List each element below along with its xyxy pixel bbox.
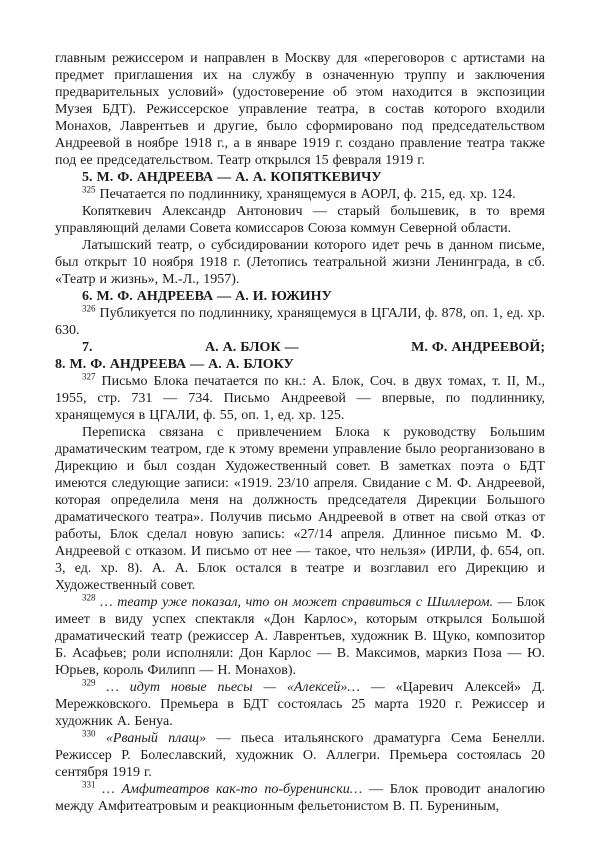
text-segment: — Блок проводит аналогию между Амфитеатровым и реакционным фельетонистом В. П. Бурениным, <box>55 782 546 814</box>
footnote-paragraph <box>55 186 545 203</box>
footnote-number: 327 <box>82 371 96 382</box>
text-segment: Копяткевич Александр Антонович — старый большевик, в то время управляющий делами Совета комиссаров Союза коммун Северной области. <box>55 204 545 236</box>
body-paragraph <box>55 50 545 169</box>
footnote-paragraph <box>55 373 545 424</box>
text-segment: … идут новые пьесы — «Алексей»… <box>106 680 360 695</box>
page-content <box>55 50 545 815</box>
footnote-number: 331 <box>82 779 96 790</box>
section-heading <box>55 288 545 305</box>
body-paragraph <box>55 237 545 288</box>
text-segment: Письмо Блока печатается по кн.: А. Блок, Соч. в двух томах, т. II, М., 1955, стр. 731 — 734. Письмо Андреевой — впервые, по подлиннику, хранящемуся в ЦГАЛИ, ф. 55, оп. 1, ед. хр. 125. <box>55 374 545 423</box>
section-heading <box>55 339 545 356</box>
text-segment: Печатается по подлиннику, хранящемуся в АОРЛ, ф. 215, ед. хр. 124. <box>99 187 516 202</box>
footnote-paragraph <box>55 679 545 730</box>
text-segment: Публикуется по подлиннику, хранящемуся в ЦГАЛИ, ф. 878, оп. 1, ед. хр. 630. <box>55 306 545 338</box>
text-segment: Переписка связана с привлечением Блока к руководству Большим драматическим театром, где к этому времени управление было реорганизовано в Дирекцию и был создан Художественный совет. В заметках поэта о БДТ имеются следующие записи: «1919. 23/10 апреля. Свидание с М. Ф. Андреевой, которая определила меня на должность председателя Дирекции Большого драматического театра». Получив письмо Андреевой в ответ на свой отказ от работы, Блок сделал новую запись: «27/14 апреля. Длинное письмо М. Ф. Андреевой с отказом. И письмо от нее — такое, что нельзя» (ИРЛИ, ф. 654, оп. 3, ед. хр. 8). А. А. Блок остался в театре и возглавил его Дирекцию и Художественный совет. <box>55 425 545 593</box>
section-heading-center: А. А. БЛОК — <box>205 340 299 355</box>
section-heading-text: 5. М. Ф. АНДРЕЕВА — А. А. КОПЯТКЕВИЧУ <box>82 170 382 185</box>
text-segment: — Блок имеет в виду успех спектакля «Дон Карлос», которым открылся Большой драматический театр (режиссер А. Лаврентьев, художник В. Щуко, композитор Б. Асафьев; роли исполняли: Дон Карлос — В. Максимов, маркиз Поза — Ю. Юрьев, король Филипп — Н. Монахов). <box>55 595 545 678</box>
footnote-number: 325 <box>82 184 96 195</box>
section-heading-text: 8. М. Ф. АНДРЕЕВА — А. А. БЛОКУ <box>55 357 294 372</box>
section-heading-right: М. Ф. АНДРЕЕВОЙ; <box>411 340 545 355</box>
text-segment: … Амфитеатров как-то по-буренински… <box>102 782 363 797</box>
text-segment: — «Царевич Алексей» Д. Мережковского. Премьера в БДТ состоялась 25 марта 1920 г. Режиссер и художник А. Бенуа. <box>55 680 546 729</box>
section-heading <box>55 169 545 186</box>
footnote-paragraph <box>55 730 545 781</box>
footnote-paragraph <box>55 594 545 679</box>
text-segment: — пьеса итальянского драматурга Сема Бенелли. Режиссер Р. Болеславский, художник О. Аллегри. Премьера состоялась 20 сентября 1919 г. <box>55 731 545 780</box>
text-segment: «Рваный плащ» <box>105 731 207 746</box>
body-paragraph <box>55 424 545 594</box>
footnote-paragraph <box>55 305 545 339</box>
footnote-number: 328 <box>82 592 96 603</box>
footnote-number: 330 <box>82 728 96 739</box>
text-segment: главным режиссером и направлен в Москву для «переговоров с артистами на предмет приглашения их на службу в означенную труппу и заключения предварительных условий» (удостоверение об этом находится в экспозиции Музея БДТ). Режиссерское управление театра, в состав которого входили Монахов, Лаврентьев и другие, было сформировано под председательством Андреевой в ноябре 1918 г., а в январе 1919 г. создано правление театра также под ее председательством. Театр открылся 15 февраля 1919 г. <box>55 51 545 168</box>
body-paragraph <box>55 203 545 237</box>
text-segment: Латышский театр, о субсидировании которого идет речь в данном письме, был открыт 10 ноября 1918 г. (Летопись театральной жизни Ленинграда, в сб. «Театр и жизнь», М.-Л., 1957). <box>55 238 545 287</box>
footnote-number: 329 <box>82 677 96 688</box>
text-segment: … театр уже показал, что он может справиться с Шиллером. <box>100 595 494 610</box>
section-heading-left: 7. <box>82 340 93 355</box>
section-heading-text: 6. М. Ф. АНДРЕЕВА — А. И. ЮЖИНУ <box>82 289 332 304</box>
footnote-number: 326 <box>82 303 96 314</box>
footnote-paragraph <box>55 781 545 815</box>
section-heading <box>55 356 545 373</box>
